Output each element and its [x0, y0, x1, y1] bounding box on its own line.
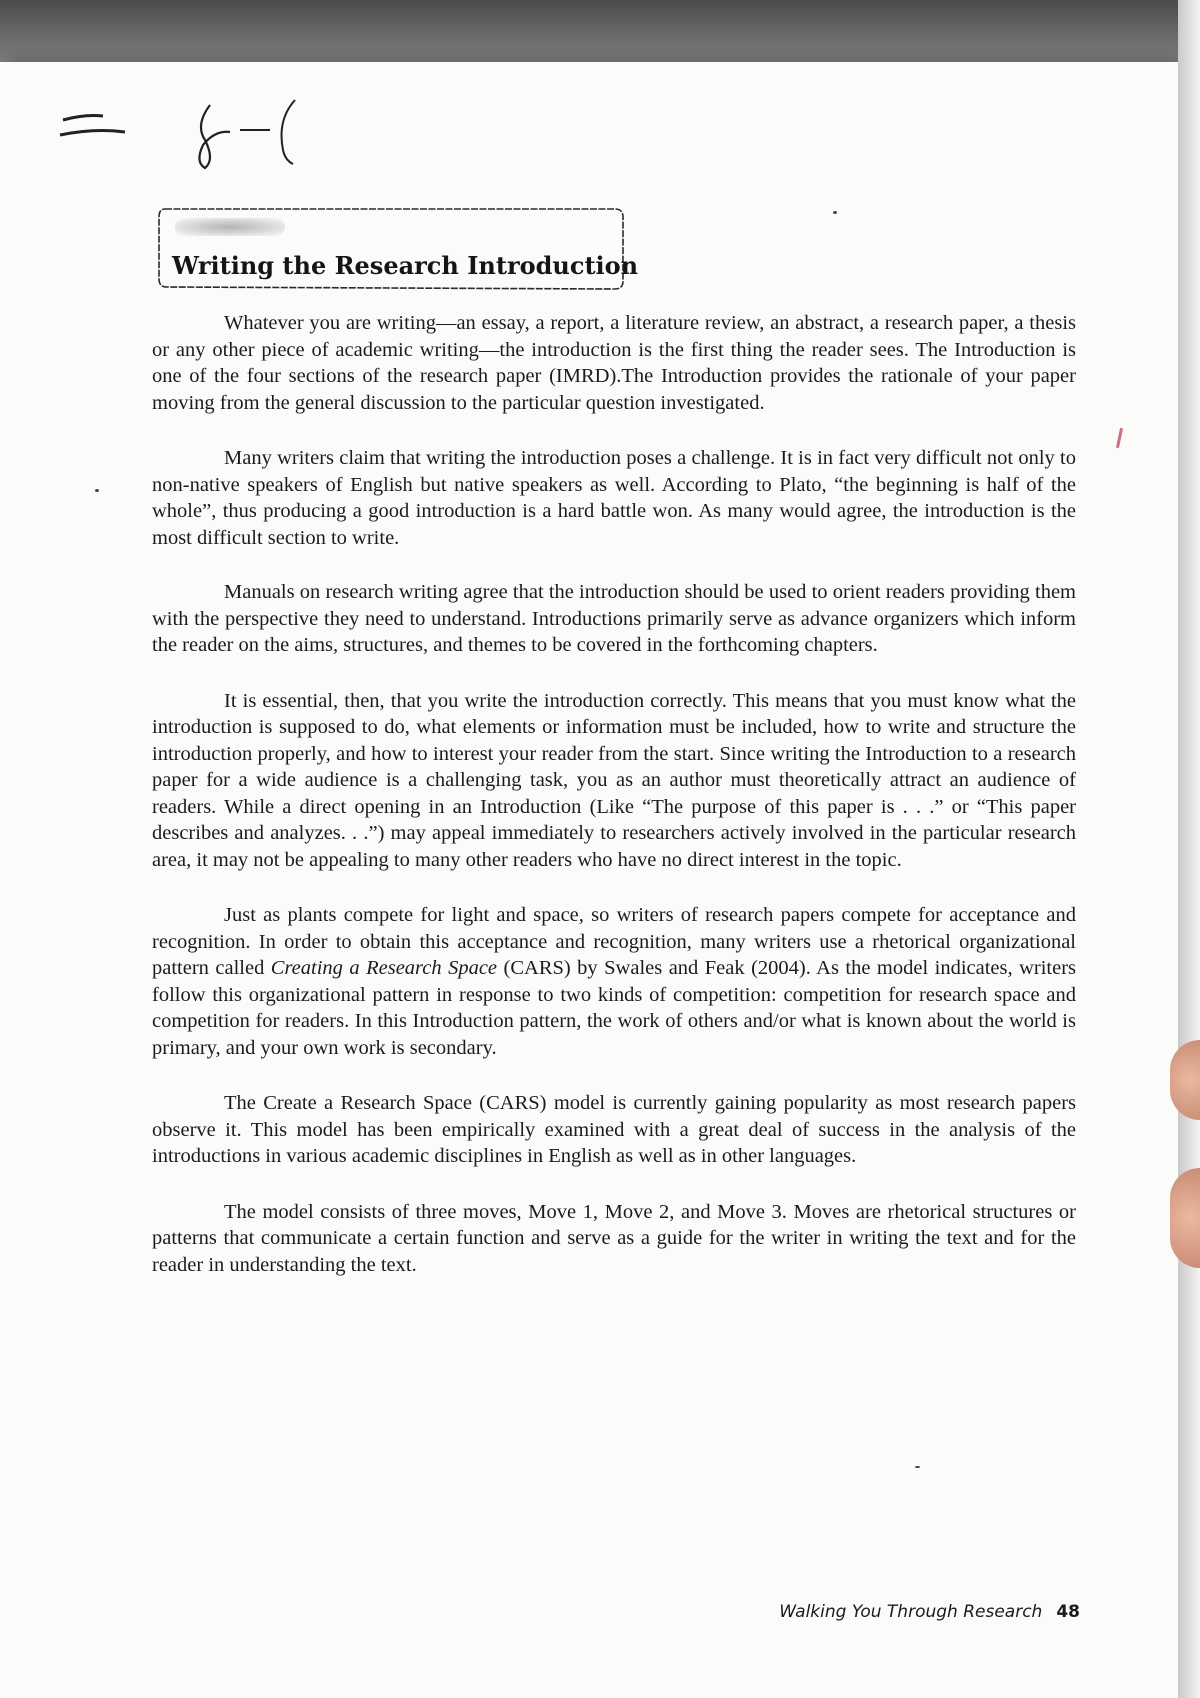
handwritten-annotation-icon — [55, 90, 355, 180]
book-citation: Creating a Research Space — [270, 957, 498, 979]
section-title-box — [155, 205, 639, 297]
speck — [833, 211, 837, 214]
page-number: 48 — [1056, 1602, 1080, 1622]
paragraph-text: (CARS) by Swales and Feak (2004). As the model indicates, writers follow this organizational pattern in response to two kinds of competition: competition for research space and competition for readers. In this Introduction pattern, the work of others and/or what is known about the world is primary, and your own work is secondary. — [152, 957, 1077, 1059]
paragraph: Manuals on research writing agree that the introduction should be used to orient readers providing them with the perspective they need to understand. Introductions primarily serve as advance organizers which inform the reader on the aims, structures, and themes to be covered in the forthcoming chapters. — [152, 581, 1076, 656]
paragraph: It is essential, then, that you write the introduction correctly. This means that you must know what the introduction is supposed to do, what elements or information must be included, how to write and structure the introduction properly, and how to interest your reader from the start. Since writing the Introduction to a research paper for a wide audience is a challenging task, you as an author must theoretically attract an audience of readers. While a direct opening in an Introduction (Like “The purpose of this paper is . . .” or “This paper describes and analyzes. . .”) may appeal immediately to researchers actively involved in the particular research area, it may not be appealing to many other readers who have no direct interest in the topic. — [152, 689, 1076, 871]
paragraph: The Create a Research Space (CARS) model is currently gaining popularity as most research papers observe it. This model has been empirically examined with a great deal of success in the analysis of the introductions in various academic disciplines in English as well as in other languages. — [152, 1092, 1076, 1167]
article-body — [152, 310, 1076, 1307]
page-footer — [700, 1602, 1080, 1622]
book-title: Walking You Through Research — [779, 1602, 1043, 1622]
finger-shadow — [1170, 1168, 1200, 1268]
smudge — [175, 218, 285, 236]
paragraph: Whatever you are writing—an essay, a report, a literature review, an abstract, a research paper, a thesis or any other piece of academic writing—the introduction is the first thing the reader sees. The Introduction is one of the four sections of the research paper (IMRD).The Introduction provides the rationale of your paper moving from the general discussion to the particular question investigated. — [152, 312, 1076, 414]
paragraph: Many writers claim that writing the introduction poses a challenge. It is in fact very difficult not only to non-native speakers of English but native speakers as well. According to Plato, “the beginning is half of the whole”, thus producing a good introduction is a hard battle won. As many would agree, the introduction is the most difficult section to write. — [152, 447, 1076, 549]
speck — [95, 489, 99, 492]
section-title: Writing the Research Introduction — [172, 251, 639, 280]
paragraph — [152, 902, 1076, 1061]
paragraph-text: Just as plants compete for light and space, so writers of research papers compete for acceptance and recognition. In order to obtain this acceptance and recognition, many writers use a rhetorical organizational pattern called — [152, 904, 1076, 979]
page-edge — [1178, 0, 1200, 1698]
speck — [915, 1466, 920, 1468]
paragraph: The model consists of three moves, Move 1, Move 2, and Move 3. Moves are rhetorical structures or patterns that communicate a certain function and serve as a guide for the writer in writing the text and for the reader in understanding the text. — [152, 1200, 1076, 1276]
